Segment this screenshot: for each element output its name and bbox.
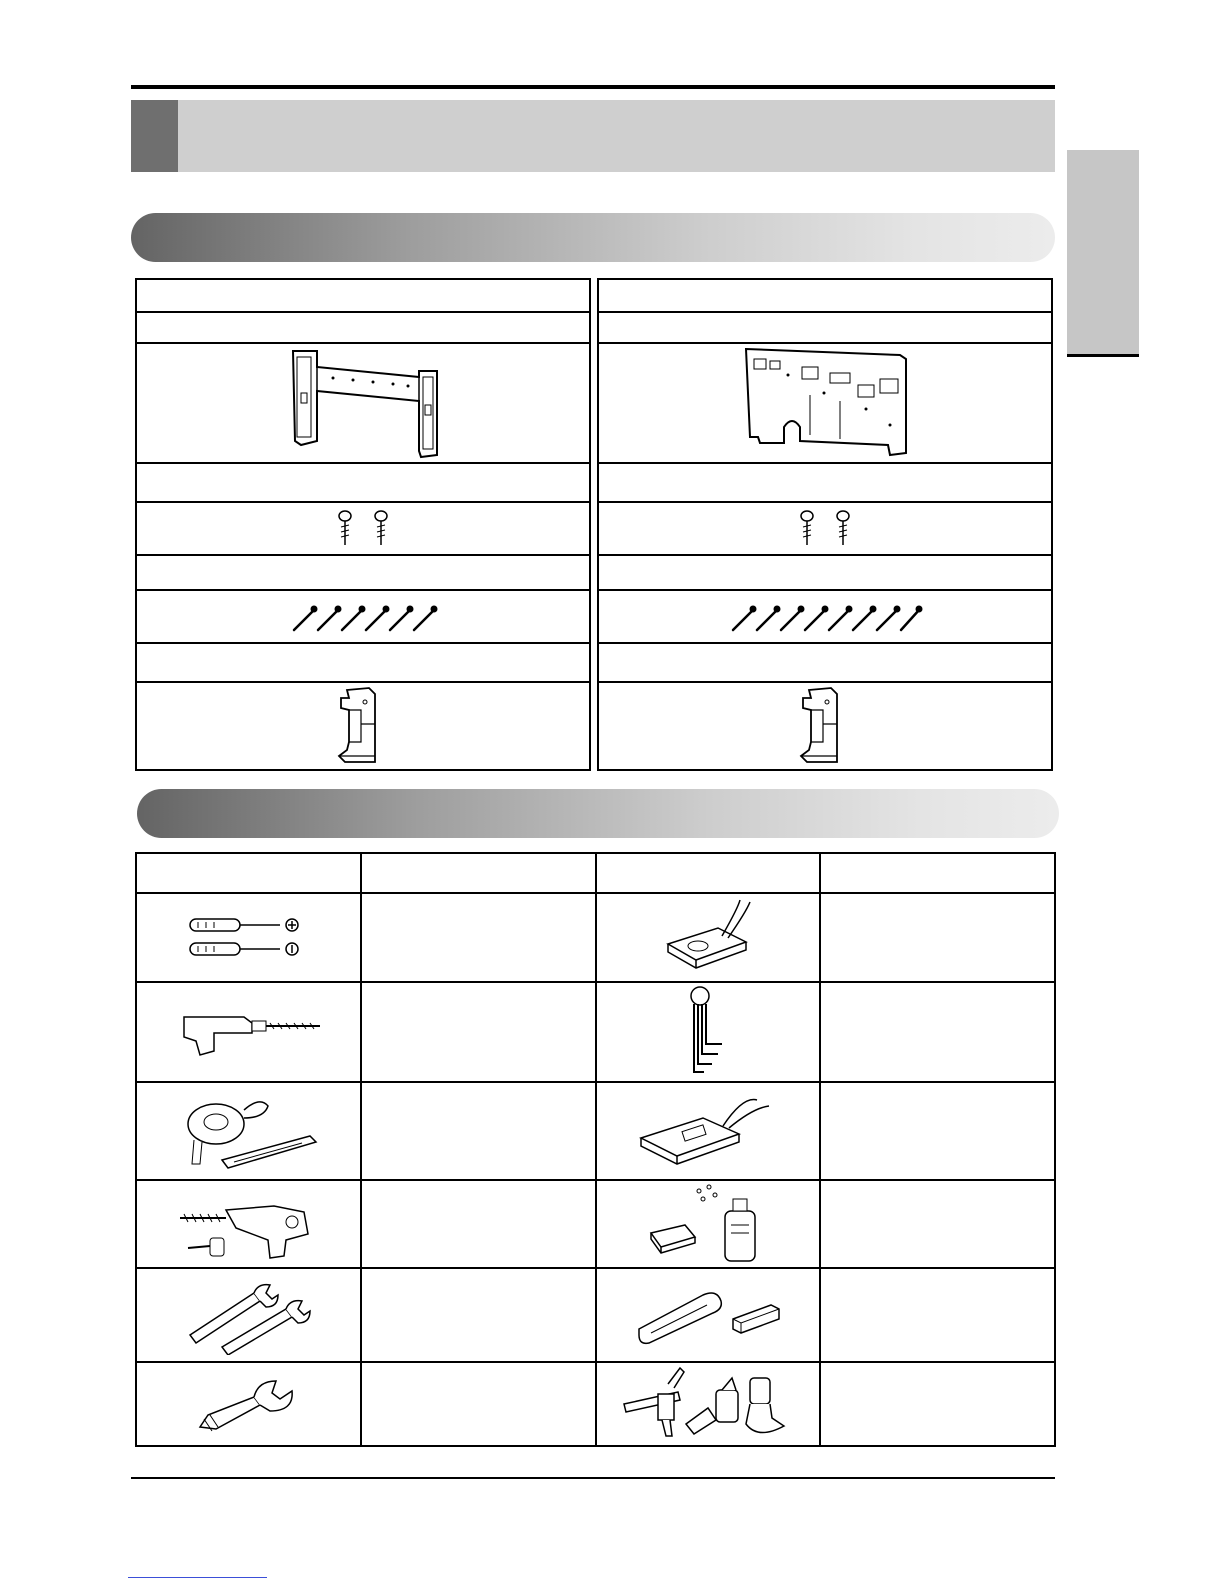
installation-plate-icon [283,345,443,461]
tool-label [361,893,596,982]
parts-table-right [597,278,1053,771]
electric-drill-icon [174,997,324,1067]
parts-right-label-1 [598,312,1052,343]
parts-left-label-4 [136,643,590,682]
type-a-screw-cell-right [598,590,1052,643]
screwdrivers-icon [184,913,314,963]
thermometer-level-icon [633,1285,783,1345]
tools-table [135,852,1056,1447]
multimeter-icon [658,898,758,978]
type-b-screw-cell [136,502,590,555]
tool-label [820,1082,1055,1180]
pipe-holder-cell [136,682,590,770]
tool-label [820,982,1055,1082]
title-band [131,100,1055,172]
parts-left-label-2 [136,463,590,502]
torque-wrench-icon [194,1369,304,1439]
top-rule [131,85,1055,89]
type-b-screw-icon [328,509,398,549]
hexagonal-wrench-icon [678,984,738,1080]
installation-plate-large-cell [598,343,1052,463]
tools-header-4 [820,853,1055,893]
tool-label [820,893,1055,982]
installation-plate-large-icon [740,345,910,461]
type-b-screw-icon [790,509,860,549]
tools-section-heading [137,789,1059,838]
type-b-screw-cell-right [598,502,1052,555]
tool-label [820,1268,1055,1362]
tools-row [136,1362,1055,1446]
pipe-holder-icon [795,684,855,768]
pipe-holder-cell-right [598,682,1052,770]
tool-label [361,1362,596,1446]
parts-right-header [598,279,1052,312]
bottom-rule [131,1477,1055,1479]
measuring-tape-knife-icon [174,1088,324,1174]
gas-leak-detector-icon [643,1181,773,1267]
parts-left-header [136,279,590,312]
tools-row [136,893,1055,982]
side-tab [1067,150,1139,354]
footer-link-underline[interactable] [128,1577,267,1578]
type-a-screw-icon [727,598,923,636]
tools-row [136,1082,1055,1180]
tools-header-3 [596,853,820,893]
tools-header-1 [136,853,361,893]
pipe-holder-icon [333,684,393,768]
parts-right-label-3 [598,555,1052,590]
tool-label [361,982,596,1082]
spanners-icon [184,1275,314,1355]
tools-row [136,1268,1055,1362]
tools-row [136,1180,1055,1268]
hole-core-drill-icon [174,1184,324,1264]
tool-label [820,1180,1055,1268]
tool-label [361,1180,596,1268]
parts-left-label-3 [136,555,590,590]
flaring-tool-set-icon [618,1364,798,1444]
ammeter-icon [633,1088,783,1174]
type-a-screw-cell [136,590,590,643]
installation-plate-cell [136,343,590,463]
title-marker [131,100,178,172]
tool-label [361,1082,596,1180]
tools-header-row [136,853,1055,893]
tools-row [136,982,1055,1082]
parts-section-heading [131,213,1055,262]
type-a-screw-icon [288,598,438,636]
side-tab-underline [1067,354,1139,357]
tool-label [361,1268,596,1362]
parts-right-label-2 [598,463,1052,502]
parts-table-left [135,278,591,771]
tools-header-2 [361,853,596,893]
parts-right-label-4 [598,643,1052,682]
parts-left-label-1 [136,312,590,343]
tool-label [820,1362,1055,1446]
